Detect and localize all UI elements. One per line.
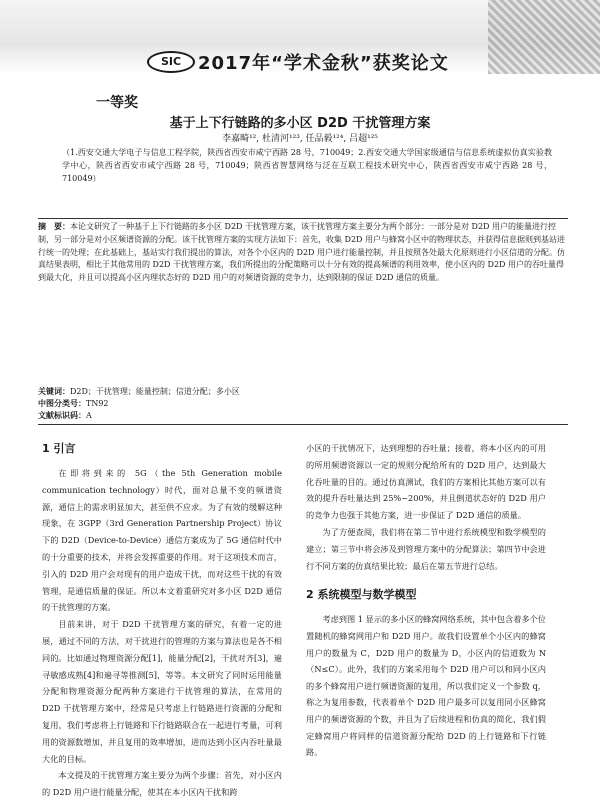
left-column [42,440,282,801]
banner-texture [488,0,600,74]
banner-title: 2017年“学术金秋”获奖论文 [198,53,449,74]
award-grade: 一等奖 [96,95,138,111]
keywords-text: D2D；干扰管理；能量控制；信道分配；多小区 [70,387,240,396]
abstract-top-rule [38,218,568,219]
section-2-heading: 2 系统模型与数学模型 [306,588,417,602]
abstract-text: 本论文研究了一种基于上下行链路的多小区 D2D 干扰管理方案，该干扰管理方案主要分为两个部分：一部分是对 D2D 用户的能量进行控制，另一部分是对小区频谱资源的分配。该干扰管理方案的实现方法如下：首先，收集 D2D 用户与蜂窝小区中的物理状态，并获得信息据则到基站进行统一的处理；在此基础上，基站实行我们提出的算法，对各个小区内的 D2D 用户进行能量控制，并且按照各处最大化原则进行小区信道的分配。仿真结果表明，相比于其他常用的 D2D 干扰管理方案，我们所提出的分配策略可以十分有效的提高频谱的利用效率，使小区内的 D2D 用户的吞吐量得到最大化，并且可以提高小区内理状态好的 D2D 用户的对频谱资源的竞争力，达到限制的保证 D2D 通信的质量。 [38,222,565,283]
keywords [38,386,568,397]
paper-title: 基于上下行链路的多小区 D2D 干扰管理方案 [169,116,431,131]
clc-label: 中图分类号： [38,399,86,408]
section-1-heading: 1 引言 [42,442,76,455]
document-code [38,410,568,421]
section-2-paragraph: 考虑到图 1 显示的多小区的蜂窝网络系统，其中包含着多个位置随机的蜂窝网用户和 D2D 用户。故我们设置单个小区内的蜂窝用户的数量为 C，D2D 用户的数量为 D，小区内的信道数为 N（N≤C）。此外，我们的方案采用每个 D2D 用户可以和同小区内的多个蜂窝用户进行频谱资源的复用，所以我们定义一个参数 q，称之为复用参数，代表着单个 D2D 用户最多可以复用同小区蜂窝用户的频谱资源的个数，并且为了后续进程和仿真的简化，我们假定蜂窝用户将同样的信道资源分配给 D2D 的上行链路和下行链路。 [306,614,546,758]
abstract-bottom-rule [38,424,568,425]
header-banner [0,0,600,74]
section-1-continuation: 为了方便查阅，我们将在第二节中进行系统模型和数学模型的建立；第三节中将会涉及到管理方案中的分配算法；第四节中会进行不同方案的仿真结果比较；最后在第五节进行总结。 [306,526,546,571]
section-1-paragraph: 在即将到来的 5G（the 5th Generation mobile communication technology）时代，面对总量不变的频谱资源，通信上的需求明显加大，甚至供不应求。为了有效的缓解这种现象，在 3GPP（3rd Generation Partnership Project）协议下的 D2D（Device-to-Device）通信方案成为了 5G 通信时代中的十分重要的技术，并将会发挥重要的作用。对于这项技术而言，引入的 D2D 用户会对现有的用户造成干扰，而对这些干扰的有效管理，是通信质量的保证。所以本文着重研究对多小区 D2D 通信的干扰管理的方案。 [42,468,282,613]
paper-affiliations: （1.西安交通大学电子与信息工程学院，陕西省西安市咸宁西路 28 号，710049；2.西安交通大学国家级通信与信息系统虚拟仿真实验教学中心，陕西省西安市咸宁西路 28 号，710049；陕西省智慧网络与泛在互联工程技术研究中心，陕西省西安市咸宁西路 28 号，710049） [62,148,552,183]
right-column [306,440,546,761]
doc-code-text: A [86,411,92,420]
keywords-label: 关键词： [38,387,70,396]
section-1-continuation: 小区的干扰情况下，达到理想的吞吐量；接着，将本小区内的可用的所用频谱资源以一定的规则分配给所有的 D2D 用户，达到最大化吞吐量的目的。通过仿真测试，我们的方案相比其他方案可以有效的提升吞吐量达到 25%~200%，并且倒道状态好的 D2D 用户的竞争力也强于其他方案，进一步保证了 D2D 通信的质量。 [306,443,546,521]
clc-text: TN92 [86,399,109,408]
section-1-paragraph: 本文提及的干扰管理方案主要分为两个步骤：首先，对小区内的 D2D 用户进行能量分配，使其在本小区内干扰和跨 [42,770,282,798]
abstract-label: 摘 要： [38,222,70,231]
doc-code-label: 文献标识码： [38,411,86,420]
clc-number [38,398,568,409]
paper-authors: 李嘉畸¹², 杜清河¹²³, 任品毅¹²⁴, 吕超¹²⁵ [222,134,378,144]
section-1-paragraph: 目前来讲，对于 D2D 干扰管理方案的研究，有着一定的进展，通过不同的方法，对干扰进行的管理的方案与算法也是各不相同的。比如通过物理资源分配[1]，能量分配[2]，干扰对齐[3]，遍寻敏感成熟[4]和遍寻等推测[5]，等等。本文研究了同时运用能量分配和物理资源分配两种方案进行干扰管理的算法，在常用的 D2D 干扰管理方案中，经常是只考虑上行链路进行资源的分配和复用，我们考虑将上行链路和下行链路联合在一起进行考量，可利用的资源数增加，并且复用的效率增加，进而达到小区内吞吐量最大化的目标。 [42,619,282,764]
conference-logo: SIC [147,51,195,73]
abstract [38,221,568,285]
